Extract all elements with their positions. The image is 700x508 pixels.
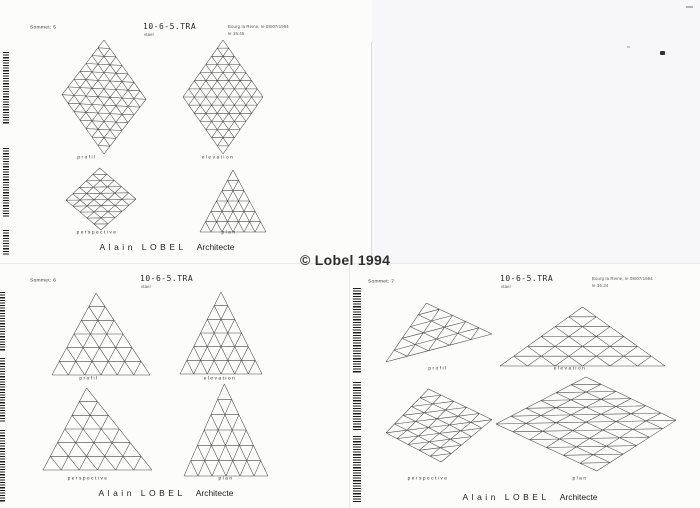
architect-name: Alain LOBEL [462,492,550,502]
architect-name: Alain LOBEL [99,242,187,252]
figure-label-elevation: elevation [203,376,237,381]
figure-label-perspective: perspective [67,476,109,481]
date-location-line: Bourg la Reine, le 08/07/1994 [228,25,289,30]
figure-label-plan: plan [218,476,234,481]
date-time-line: le 16:34 [592,284,609,289]
filename-title: 10-6-5.TRA [140,274,194,283]
scan-speck [660,51,665,55]
figure-label-profil: profil [428,366,448,371]
architect-footer [463,492,598,502]
scan-speck [686,6,693,8]
filename-subtext: vtael [144,33,154,38]
figure-label-profil: profil [79,376,99,381]
scan-speck [627,46,630,48]
filename-subtext: vtael [141,285,151,290]
figure-label-elevation: elevation [201,155,235,160]
panel-meta-label: Sommet: 7 [368,279,395,284]
architect-title: Architecte [195,488,234,498]
panel-meta-label: Sommet: 6 [30,278,57,283]
filename-title: 10-6-5.TRA [143,22,197,31]
copyright-watermark: © Lobel 1994 [300,252,391,268]
architect-name: Alain LOBEL [98,488,186,498]
printer-feed-strip [353,382,361,430]
figure-label-perspective: perspective [407,476,449,481]
architect-title: Architecte [559,492,598,502]
filename-subtext: vtael [501,285,511,290]
printer-feed-strip [353,288,361,374]
printer-feed-strip [353,436,361,502]
filename-title: 10-6-5.TRA [500,274,554,283]
figure-label-plan: plan [572,476,588,481]
figure-label-plan: plan [221,230,237,235]
architect-title: Architecte [196,242,235,252]
figure-label-elevation: elevation [553,366,587,371]
date-location-line: Bourg la Reine, le 08/07/1994 [592,277,653,282]
date-time-line: le 15:45 [228,32,245,37]
panel-meta-label: Sommet: 5 [30,25,57,30]
figure-label-perspective: perspective [76,230,118,235]
figure-label-profil: profil [77,155,97,160]
